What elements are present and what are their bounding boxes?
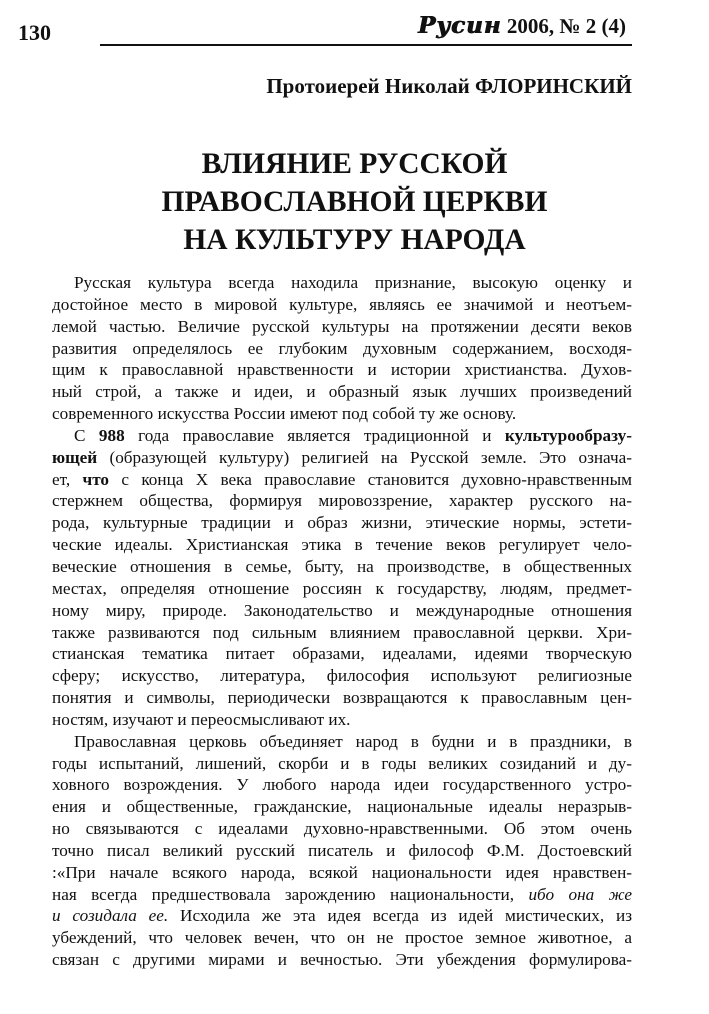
title-line: ВЛИЯНИЕ РУССКОЙ [201, 148, 508, 180]
body-line: но связываются с идеалами духовно-нравственными. Об этом очень [52, 819, 632, 839]
journal-logo: Русин [418, 12, 502, 39]
bold-run: что [82, 469, 110, 489]
italic-run: ибо она же [528, 884, 633, 904]
running-header [0, 0, 709, 60]
body-line [52, 884, 632, 906]
body-line: :«При начале всякого народа, всякой национальности идея нравствен- [52, 862, 632, 882]
body-line: рода, культурные традиции и образ жизни, этические нормы, эстети- [52, 513, 632, 533]
text-run: (образующей культуру) религией на Русской земле. Это означа- [97, 447, 632, 467]
body-line: веческие отношения в семье, быту, на производстве, в общественных [52, 556, 632, 576]
bold-run: 988 [98, 425, 125, 445]
bold-run: культурообразу- [504, 425, 632, 445]
body-line: стержнем общества, формируя мировоззрение, характер русского на- [52, 491, 632, 511]
body-line: точно писал великий русский писатель и философ Ф.М. Достоевский [52, 840, 632, 860]
body-line: ному миру, природе. Законодательство и международные отношения [52, 600, 632, 620]
italic-run: и созидала ее. [52, 906, 169, 926]
text-run: года православие является традиционной и [124, 425, 505, 445]
body-line: ческие идеалы. Христианская этика в течение веков регулирует чело- [52, 535, 632, 555]
body-line: годы испытаний, лишений, скорби и в годы великих созиданий и ду- [52, 753, 632, 773]
body-line: развития определялось ее глубоким духовным содержанием, восходя- [52, 338, 632, 358]
body-line [52, 425, 632, 447]
text-run: С [74, 425, 99, 445]
journal-issue: 2006, № 2 (4) [506, 14, 626, 38]
body-line: достойное место в мировой культуре, являясь ее значимой и неотъем- [52, 294, 632, 314]
title-line: ПРАВОСЛАВНОЙ ЦЕРКВИ [161, 186, 548, 218]
body-line: Православная церковь объединяет народ в будни и в праздники, в [74, 731, 632, 751]
text-run: Исходила же эта идея всегда из идей мистических, из [168, 906, 632, 926]
bold-run: ющей [52, 447, 98, 467]
text-run: ет, [52, 469, 83, 489]
body-line: местах, определяя отношение россиян к государству, людям, предмет- [52, 578, 632, 598]
article-body [52, 272, 632, 971]
journal-masthead [418, 12, 626, 39]
body-line: также развиваются под сильным влиянием православной церкви. Хри- [52, 622, 632, 642]
body-line: сферу; искусство, литература, философия используют религиозные [52, 666, 632, 686]
article-title [0, 145, 709, 259]
text-run: ная всегда предшествовала зарождению национальности, [52, 884, 529, 904]
body-line [52, 447, 632, 469]
body-line: ностям, изучают и переосмысливают их. [52, 709, 351, 729]
article-author: Протоиерей Николай ФЛОРИНСКИЙ [266, 74, 632, 98]
body-line [52, 905, 632, 927]
body-line: щим к православной нравственности и истории христианства. Духов- [52, 360, 632, 380]
body-line: ения и общественные, гражданские, национальные идеалы неразрыв- [52, 797, 632, 817]
body-line: связан с другими мирами и вечностью. Эти убеждения формулирова- [52, 950, 632, 970]
body-line: убеждений, что человек вечен, что он не простое земное животное, а [52, 928, 632, 948]
body-line: Русская культура всегда находила признание, высокую оценку и [74, 273, 632, 292]
text-run: с конца X века православие становится духовно-нравственным [109, 469, 633, 489]
body-line: ный строй, а также и идеи, и образный язык лучших произведений [52, 382, 632, 402]
body-line [52, 469, 632, 491]
body-line: ховного возрождения. У любого народа идеи государственного устро- [52, 775, 632, 795]
body-line: лемой частью. Величие русской культуры на протяжении десяти веков [52, 316, 632, 336]
body-line: стианская тематика питает образами, идеалами, идеями творческую [52, 644, 632, 664]
body-line: современного искусства России имеют под собой ту же основу. [52, 404, 517, 424]
body-line: понятия и символы, периодически возвращаются к православным цен- [52, 688, 632, 708]
header-rule [100, 44, 632, 46]
title-line: НА КУЛЬТУРУ НАРОДА [183, 224, 526, 256]
page-number: 130 [18, 20, 51, 45]
